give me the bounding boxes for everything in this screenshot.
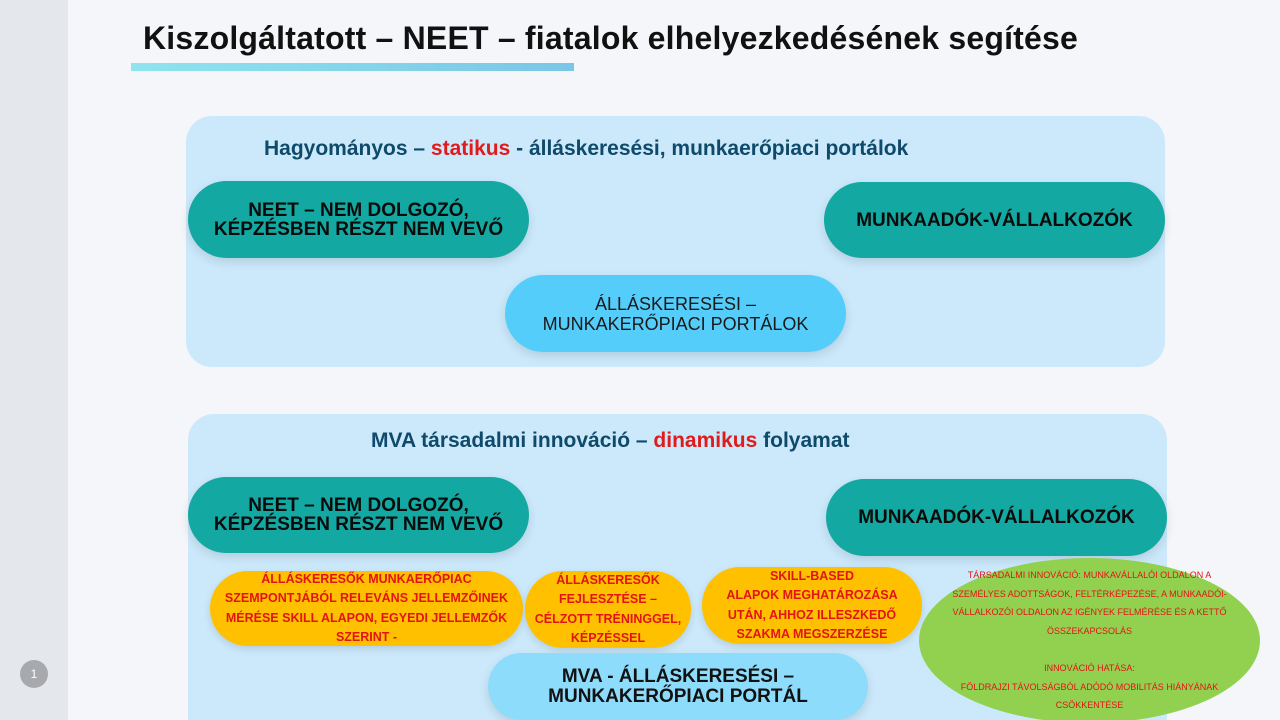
targeted-training-bubble: ÁLLÁSKERESŐK FEJLESZTÉSE – CÉLZOTT TRÉNINGGEL, KÉPZÉSSEL	[525, 571, 691, 648]
title-underline	[131, 63, 574, 71]
mva-portal-pill	[488, 653, 868, 720]
page-number-badge: 1	[20, 660, 48, 688]
neet-label: NEET – NEM DOLGOZÓ, KÉPZÉSBEN RÉSZT NEM VEVŐ	[213, 495, 504, 535]
employers-pill-top	[824, 182, 1165, 258]
slide-title: Kiszolgáltatott – NEET – fiatalok elhelyezkedésének segítése	[143, 20, 1079, 56]
skill-measurement-bubble: ÁLLÁSKERESŐK MUNKAERŐPIAC SZEMPONTJÁBÓL RELEVÁNS JELLEMZŐINEK MÉRÉSE SKILL ALAPON, EGYEDI JELLEMZŐK SZERINT -	[210, 571, 523, 646]
mva-panel-heading	[371, 429, 850, 453]
skill-based-profession-bubble: SKILL-BASED ALAPOK MEGHATÁROZÁSA UTÁN, AHHOZ ILLESZKEDŐ SZAKMA MEGSZERZÉSE	[702, 567, 922, 644]
neet-pill-top	[188, 181, 529, 258]
employers-pill-bottom	[826, 479, 1167, 556]
social-innovation-text: TÁRSADALMI INNOVÁCIÓ: MUNKAVÁLLALÓI OLDALON A SZEMÉLYES ADOTTSÁGOK, FELTÉRKÉPEZÉSE, A MUNKAADÓI- VÁLLALKOZÓI OLDALON AZ IGÉNYEK FELMÉRÉSE ÉS A KETTŐ ÖSSZEKAPCSOLÁS INNOVÁCIÓ HATÁSA: FÖLDRAJZI TÁVOLSÁGBÓL ADÓDÓ MOBILITÁS HIÁNYÁNAK CSÖKKENTÉSE	[952, 570, 1227, 711]
heading-suffix: folyamat	[757, 429, 850, 452]
heading-highlight-dynamic: dinamikus	[653, 429, 758, 452]
social-innovation-ellipse	[919, 558, 1260, 720]
heading-highlight-static: statikus	[430, 137, 511, 160]
job-portal-label: ÁLLÁSKERESÉSI – MUNKAKERŐPIACI PORTÁLOK	[542, 293, 809, 334]
heading-suffix: - álláskeresési, munkaerőpiaci portálok	[510, 137, 909, 160]
neet-pill-bottom	[188, 477, 529, 553]
heading-prefix: MVA társadalmi innováció –	[371, 429, 654, 452]
traditional-panel-heading	[264, 137, 908, 161]
slide-sidebar	[0, 0, 68, 720]
neet-label: NEET – NEM DOLGOZÓ, KÉPZÉSBEN RÉSZT NEM VEVŐ	[213, 199, 504, 240]
job-portal-pill	[505, 275, 846, 352]
mva-portal-label: MVA - ÁLLÁSKERESÉSI – MUNKAKERŐPIACI PORTÁL	[548, 665, 808, 707]
employers-label: MUNKAADÓK-VÁLLALKOZÓK	[858, 507, 1135, 528]
heading-prefix: Hagyományos –	[264, 137, 431, 160]
employers-label: MUNKAADÓK-VÁLLALKOZÓK	[856, 209, 1133, 231]
